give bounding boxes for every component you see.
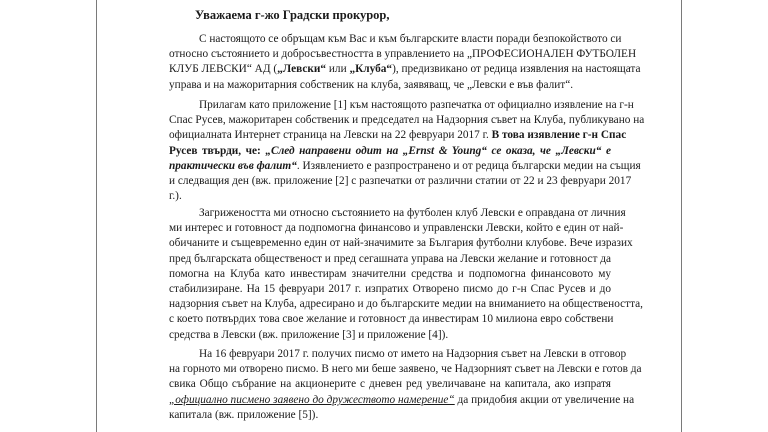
- p2-line-1: Прилагам като приложение [1] към настоящото разпечатка от официално изявление на г-н: [199, 99, 634, 111]
- p1-levski-term: „Левски“: [277, 63, 327, 76]
- p1-line-3: [169, 62, 641, 77]
- p2-quote: „След направени одит на „Ernst & Young“ се оказа, че „Левски“ е: [265, 144, 611, 157]
- p1-l3-a: КЛУБ ЛЕВСКИ“ АД (: [169, 63, 278, 76]
- right-viewer-margin: [681, 0, 768, 432]
- p1-line-4: управа и на мажоритарния собственик на клуба, заявяващ, че „Левски е във фалит“.: [169, 78, 574, 91]
- p3-line-3: обичаните и същевременно един от най-значимите за България футболни клубове. Вече изразих: [169, 237, 633, 250]
- paragraph-4: [169, 347, 642, 423]
- p3-line-6: стабилизиране. На 15 февруари 2017 г. изпратих Отворено писмо до г-н Спас Русев и до: [169, 283, 611, 296]
- p3-line-1: Загрижеността ми относно състоянието на футболен клуб Левски е оправдана от личния: [199, 207, 626, 219]
- p3-line-7: надзорния съвет на Клуба, адресирано и до българските медии на вниманието на обществеността,: [169, 298, 644, 311]
- p4-line-2: на горното ми отворено писмо. В него ми беше заявено, че Надзорният съвет на Левски е готов да: [169, 363, 642, 376]
- p2-l3-a: официалната Интернет страница на Левски на 22 февруари 2017 г.: [169, 129, 492, 142]
- p2-line-3: [169, 128, 627, 143]
- p4-line-4: [169, 393, 635, 408]
- p2-line-2: Спас Русев, мажоритарен собственик и председател на Надзорния съвет на Клуба, публикувано на: [169, 114, 645, 127]
- paragraph-2: [169, 98, 645, 204]
- p2-line-5: [169, 159, 641, 174]
- p3-line-2: ми интерес и готовност да подпомогна финансово и управленски Левски, който е един от най-: [169, 222, 624, 235]
- p1-line-2: относно състоянието и добросъвестността в управлението на „ПРОФЕСИОНАЛЕН ФУТБОЛЕН: [169, 48, 637, 61]
- paragraph-3: [169, 206, 644, 343]
- p2-l5-b: . Изявлението е разпространено и от редица български медии на същия: [296, 159, 641, 172]
- p3-line-8: с което потвърдих това свое желание и готовност да инвестирам 10 милиона евро собствени: [169, 313, 614, 326]
- p2-line-6: и следващия ден (вж. приложение [2] с разпечатки от различни статии от 22 и 23 февруари 2017: [169, 175, 632, 188]
- p2-l3-b: В това изявление г-н Спас: [491, 129, 627, 142]
- p3-line-4: пред българската общественост и пред сегашната управа на Левски желание и готовност да: [169, 252, 611, 265]
- p1-l3-c: или: [326, 63, 350, 76]
- p2-line-7: г.).: [169, 190, 182, 203]
- p2-l4-a: Русев твърди, че:: [169, 144, 266, 157]
- p4-quote: „официално писмено заявено до дружеството намерение“: [169, 393, 455, 406]
- p4-l4-b: да придобия акции от увеличение на: [454, 393, 635, 406]
- p1-club-term: „Клуба“: [349, 63, 393, 76]
- letter-greeting: Уважаема г-жо Градски прокурор,: [195, 8, 390, 22]
- p2-line-4: [169, 144, 611, 159]
- p1-line-1: С настоящото се обръщам към Вас и към българските власти поради безпокойството си: [199, 33, 622, 45]
- p3-line-5: помогна на Клуба като инвестирам значителни средства и подпомогна финансовото му: [169, 267, 611, 280]
- paragraph-1: [169, 32, 641, 93]
- p3-line-9: средства в Левски (вж. приложение [3] и приложение [4]).: [169, 328, 449, 341]
- p4-line-3: свика Общо събрание на акционерите с дневен ред увеличаване на капитала, ако изпратя: [169, 378, 611, 391]
- left-viewer-margin: [0, 0, 97, 432]
- document-page: [97, 0, 680, 432]
- p4-line-1: На 16 февруари 2017 г. получих писмо от името на Надзорния съвет на Левски в отговор: [199, 348, 627, 360]
- p2-l5-a: практически във фалит“: [169, 159, 297, 172]
- p4-line-5: капитала (вж. приложение [5]).: [169, 408, 319, 421]
- p1-l3-e: ), предизвикано от редица изявления на настоящата: [392, 63, 641, 76]
